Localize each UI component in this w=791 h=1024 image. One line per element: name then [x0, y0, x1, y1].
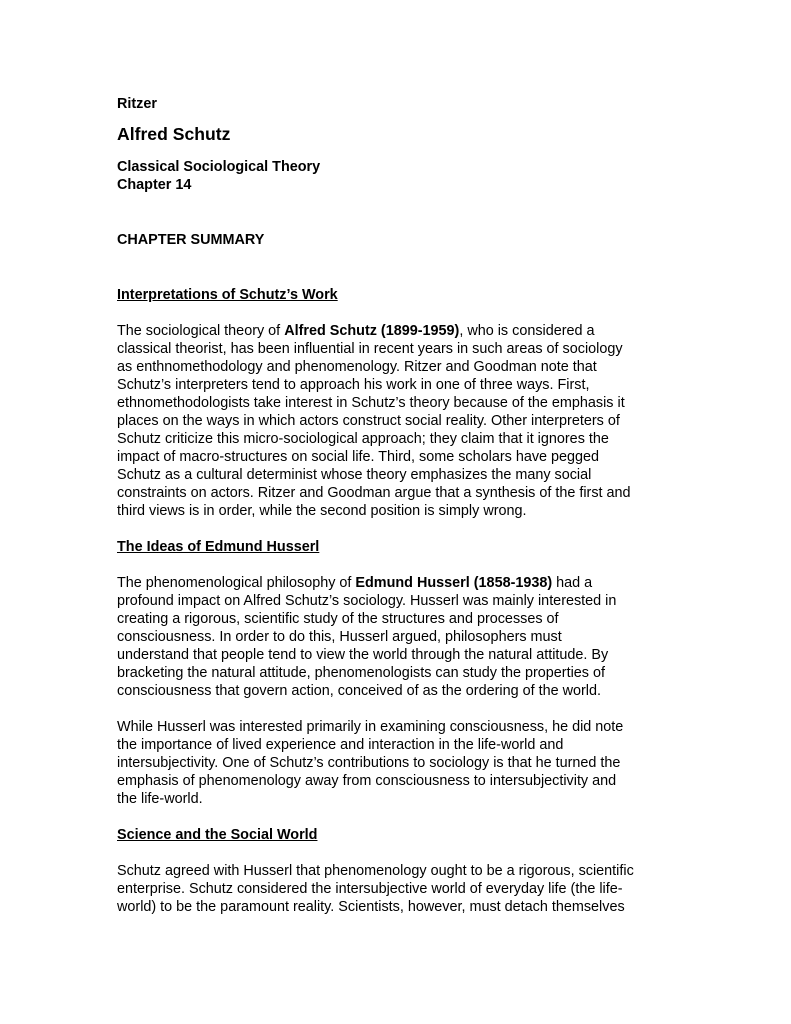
- paragraph-line: profound impact on Alfred Schutz’s sociology. Husserl was mainly interested in: [117, 593, 617, 609]
- paragraph-line: world) to be the paramount reality. Scientists, however, must detach themselves: [117, 899, 625, 915]
- text-run: The phenomenological philosophy of: [117, 575, 356, 591]
- section-heading: Science and the Social World: [117, 827, 318, 843]
- document-title: Alfred Schutz: [117, 124, 231, 144]
- section-heading: The Ideas of Edmund Husserl: [117, 539, 320, 555]
- paragraph-line: bracketing the natural attitude, phenomenologists can study the properties of: [117, 665, 605, 681]
- paragraph-line: While Husserl was interested primarily in examining consciousness, he did note: [117, 719, 624, 735]
- paragraph-line: Schutz criticize this micro-sociological approach; they claim that it ignores the: [117, 431, 609, 447]
- paragraph-line: consciousness. In order to do this, Husserl argued, philosophers must: [117, 629, 562, 645]
- paragraph-line: the life-world.: [117, 791, 203, 807]
- paragraph-line: Schutz’s interpreters tend to approach his work in one of three ways. First,: [117, 377, 590, 393]
- paragraph: [117, 862, 682, 916]
- person-name: Alfred Schutz (1899-1959): [284, 323, 460, 339]
- paragraph-line: creating a rigorous, scientific study of the structures and processes of: [117, 611, 559, 627]
- summary-heading: CHAPTER SUMMARY: [117, 232, 265, 248]
- paragraph-line: impact of macro-structures on social life. Third, some scholars have pegged: [117, 449, 600, 465]
- author-name: Ritzer: [117, 96, 157, 112]
- paragraph-line: emphasis of phenomenology away from consciousness to intersubjectivity and: [117, 773, 617, 789]
- person-name: Edmund Husserl (1858-1938): [355, 575, 553, 591]
- paragraph-line: intersubjectivity. One of Schutz’s contributions to sociology is that he turned the: [117, 755, 621, 771]
- paragraph-line: as enthnomethodology and phenomenology. Ritzer and Goodman note that: [117, 359, 597, 375]
- paragraph-line: enterprise. Schutz considered the intersubjective world of everyday life (the life-: [117, 881, 623, 897]
- chapter-number: Chapter 14: [117, 177, 192, 193]
- book-title: Classical Sociological Theory: [117, 159, 321, 175]
- text-run: The sociological theory of: [117, 323, 285, 339]
- paragraph-line: ethnomethodologists take interest in Schutz’s theory because of the emphasis it: [117, 395, 625, 411]
- text-run: , who is considered a: [459, 323, 595, 339]
- paragraph: [117, 322, 682, 520]
- paragraph-line: third views is in order, while the second position is simply wrong.: [117, 503, 527, 519]
- paragraph-line: Schutz agreed with Husserl that phenomenology ought to be a rigorous, scientific: [117, 863, 634, 879]
- paragraph-line: understand that people tend to view the world through the natural attitude. By: [117, 647, 609, 663]
- text-run: had a: [552, 575, 593, 591]
- paragraph-line: [117, 574, 682, 592]
- paragraph-line: constraints on actors. Ritzer and Goodman argue that a synthesis of the first and: [117, 485, 631, 501]
- document-page: [117, 95, 682, 916]
- paragraph-line: the importance of lived experience and interaction in the life-world and: [117, 737, 564, 753]
- paragraph-line: [117, 322, 682, 340]
- paragraph: [117, 574, 682, 700]
- paragraph-line: Schutz as a cultural determinist whose theory emphasizes the many social: [117, 467, 592, 483]
- paragraph-line: consciousness that govern action, conceived of as the ordering of the world.: [117, 683, 601, 699]
- paragraph: [117, 718, 682, 808]
- section-heading: Interpretations of Schutz’s Work: [117, 287, 338, 303]
- paragraph-line: classical theorist, has been influential in recent years in such areas of sociology: [117, 341, 623, 357]
- paragraph-line: places on the ways in which actors construct social reality. Other interpreters of: [117, 413, 620, 429]
